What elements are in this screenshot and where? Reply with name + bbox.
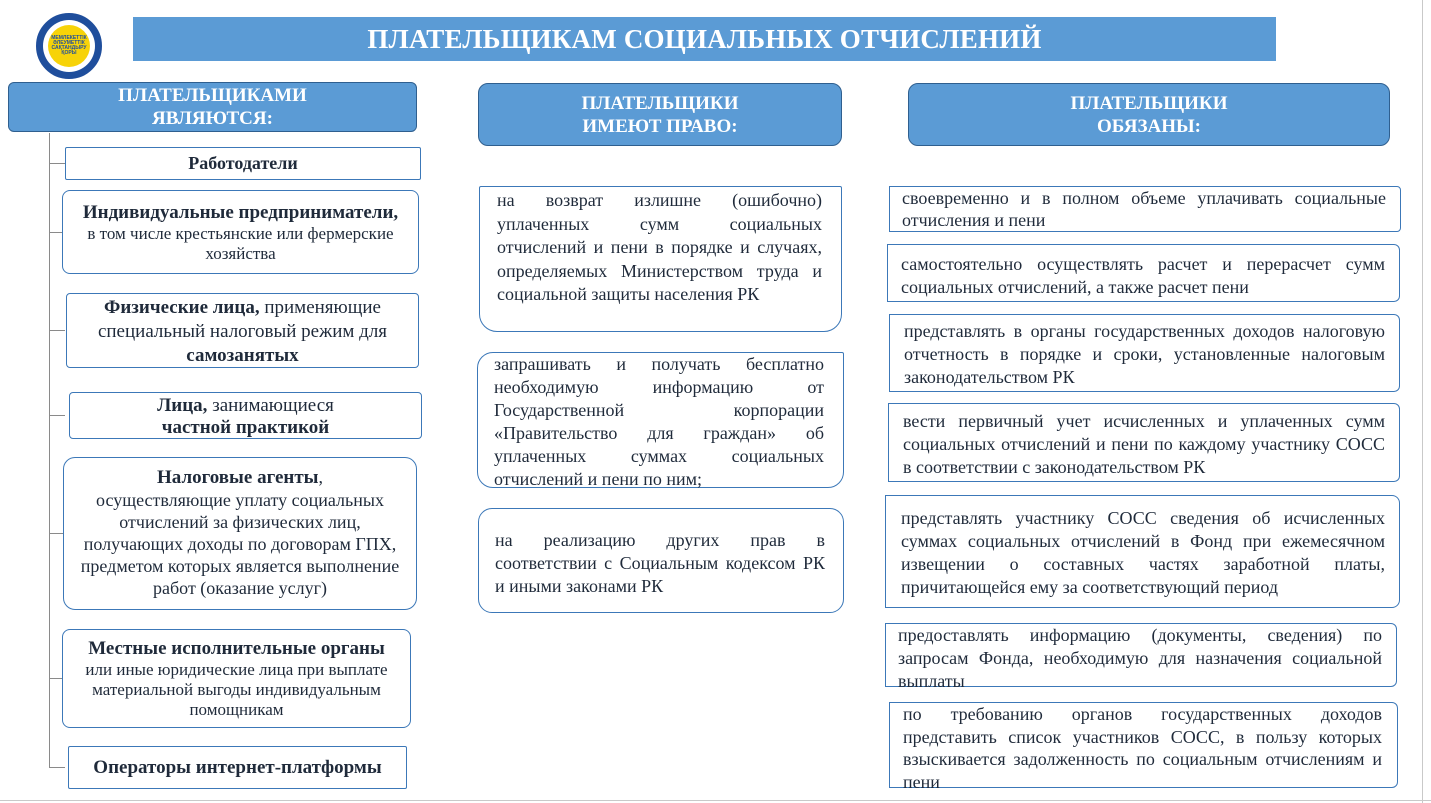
logo-text: МЕМЛЕКЕТТІК ӘЛЕУМЕТТІК САҚТАНДЫРУ ҚОРЫ (48, 25, 90, 67)
right-item-information (477, 352, 844, 488)
payer-description: применяющие специальный налоговый режим для (97, 297, 388, 342)
duty-text: самостоятельно осуществлять расчет и перерасчет сумм социальных отчислений, а также расчет пени (901, 254, 1385, 297)
payer-comma: , (318, 467, 323, 487)
payer-employers (65, 147, 421, 180)
duties-header (908, 83, 1390, 146)
payers-header (8, 82, 417, 132)
page-title: ПЛАТЕЛЬЩИКАМ СОЦИАЛЬНЫХ ОТЧИСЛЕНИЙ (133, 17, 1276, 61)
duty-text: своевременно и в полном объеме уплачивать социальные отчисления и пени (902, 188, 1386, 230)
right-text: на реализацию других прав в соответствии с Социальным кодексом РК и иными законами РК (495, 530, 825, 596)
duty-item (885, 623, 1397, 691)
payer-description: в том числе крестьянские или фермерские хозяйства (87, 223, 394, 263)
tree-connector (49, 133, 50, 767)
duty-text: представлять в органы государственных доходов налоговую отчетность в порядке и сроки, установленные налоговым законодательством РК (904, 321, 1385, 387)
rights-header-line2: ИМЕЮТ ПРАВО: (582, 115, 738, 137)
right-item-other-rights (478, 508, 844, 613)
logo (36, 13, 102, 79)
duty-item (889, 186, 1401, 232)
payer-label: Индивидуальные предприниматели, (82, 201, 399, 223)
duty-item (889, 314, 1400, 392)
payer-entrepreneurs (62, 190, 419, 274)
duties-header-line1: ПЛАТЕЛЬЩИКИ (1070, 92, 1228, 114)
payer-label: Физические лица, (104, 297, 260, 318)
payer-platform-operators (68, 746, 407, 789)
payer-label-2: частной практикой (161, 417, 330, 438)
payer-label: Работодатели (188, 153, 298, 173)
payer-individuals (66, 293, 419, 368)
duty-text: вести первичный учет исчисленных и уплаченных сумм социальных отчислений и пени по каждому участнику СОСС в соответствии с законодательством РК (903, 411, 1385, 477)
right-text: на возврат излишне (ошибочно) уплаченных сумм социальных отчислений и пени в порядке и случаях, определяемых Министерством труда и социальной защиты населения РК (497, 190, 822, 304)
right-item-refund (479, 186, 842, 332)
duty-item (887, 244, 1400, 302)
payers-header-line2: ЯВЛЯЮТСЯ: (152, 108, 273, 129)
duty-item (889, 702, 1398, 792)
right-text: запрашивать и получать бесплатно необходимую информацию от Государственной корпорации «Правительство для граждан» об уплаченных суммах социальных отчислений и пени по ним; (494, 354, 824, 489)
rights-header-line1: ПЛАТЕЛЬЩИКИ (581, 92, 739, 114)
payers-header-line1: ПЛАТЕЛЬЩИКАМИ (118, 85, 307, 106)
payer-tax-agents (63, 457, 417, 610)
duty-text: предоставлять информацию (документы, сведения) по запросам Фонда, необходимую для назначения социальной выплаты (898, 625, 1382, 691)
payer-label-2: самозанятых (186, 345, 299, 366)
payer-description: или иные юридические лица при выплате материальной выгоды индивидуальным помощникам (85, 660, 388, 719)
payer-label: Лица, (157, 395, 208, 416)
payer-label: Местные исполнительные органы (88, 638, 385, 659)
payer-description: осуществляющие уплату социальных отчислений за физических лиц, получающих доходы по договорам ГПХ, предметом которых является выполнение работ (оказание услуг) (80, 490, 400, 598)
rights-header (478, 83, 842, 146)
duty-text: представлять участнику СОСС сведения об исчисленных суммах социальных отчислений в Фонд при ежемесячном извещении о составных частях заработной платы, причитающейся ему за соответствующий период (901, 508, 1385, 597)
duty-item (888, 403, 1400, 482)
payer-local-authorities (62, 629, 411, 728)
duties-header-line2: ОБЯЗАНЫ: (1097, 115, 1201, 137)
payer-description: занимающиеся (207, 395, 334, 416)
payer-label: Налоговые агенты (157, 467, 319, 488)
payer-label: Операторы интернет-платформы (93, 757, 382, 778)
duty-text: по требованию органов государственных доходов представить список участников СОСС, в пользу которых взыскивается задолженность по социальным отчислениям и пени (903, 704, 1382, 792)
payer-private-practice (69, 392, 422, 439)
duty-item (885, 495, 1400, 608)
